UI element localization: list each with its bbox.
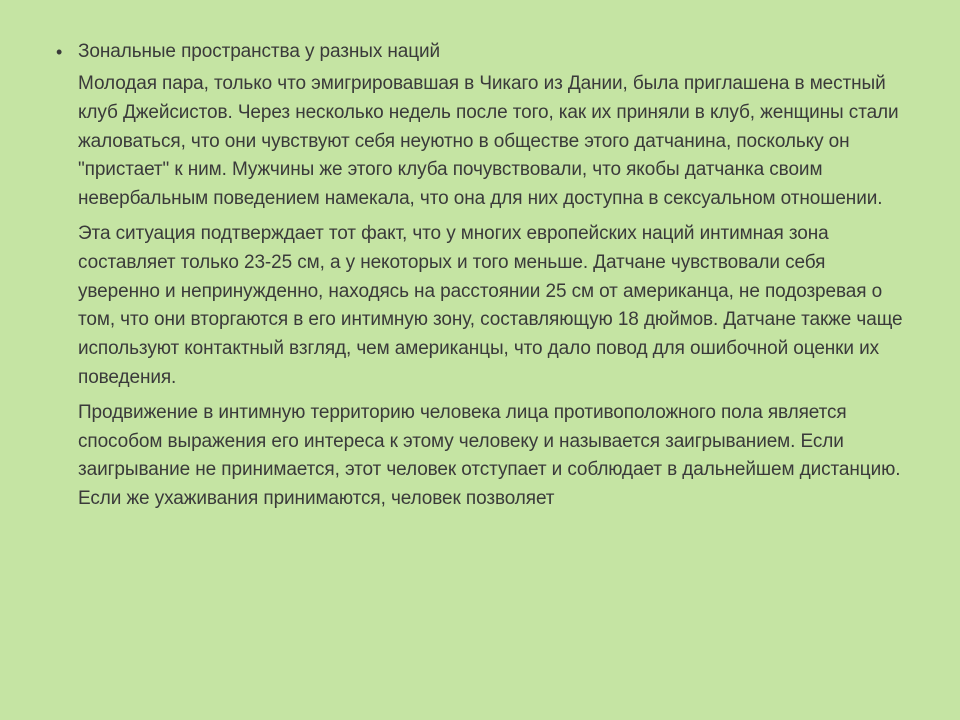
paragraph-3: Продвижение в интимную территорию человека лица противоположного пола является способом выражения его интереса к этому человеку и называется заигрыванием. Если заигрывание не принимается, этот человек отступает и соблюдает в дальнейшем дистанцию. Если же ухаживания принимаются, человек позволяет xyxy=(78,401,901,510)
bullet-point-icon: • xyxy=(56,42,63,62)
slide-heading: Зональные пространства у разных наций xyxy=(78,41,441,62)
slide-body xyxy=(78,70,910,514)
paragraph-2: Эта ситуация подтверждает тот факт, что у многих европейских наций интимная зона составляет только 23-25 см, а у некоторых и того меньше. Датчане чувствовали себя уверенно и непринужденно, находясь на расстоянии 25 см от американца, не подозревая о том, что они вторгаются в его интимную зону, составляющую 18 дюймов. Датчане также чаще используют контактный взгляд, чем американцы, что дало повод для ошибочной оценки их поведения. xyxy=(78,222,903,388)
bullet-heading-row xyxy=(56,38,910,66)
paragraph-1: Молодая пара, только что эмигрировавшая в Чикаго из Дании, была приглашена в местный клуб Джейсистов. Через несколько недель после того, как их приняли в клуб, женщины стали жаловаться, что они чувствуют себя неуютно в обществе этого датчанина, поскольку он "пристает" к ним. Мужчины же этого клуба почувствовали, что якобы датчанка своим невербальным поведением намекала, что она для них доступна в сексуальном отношении. xyxy=(78,73,899,210)
